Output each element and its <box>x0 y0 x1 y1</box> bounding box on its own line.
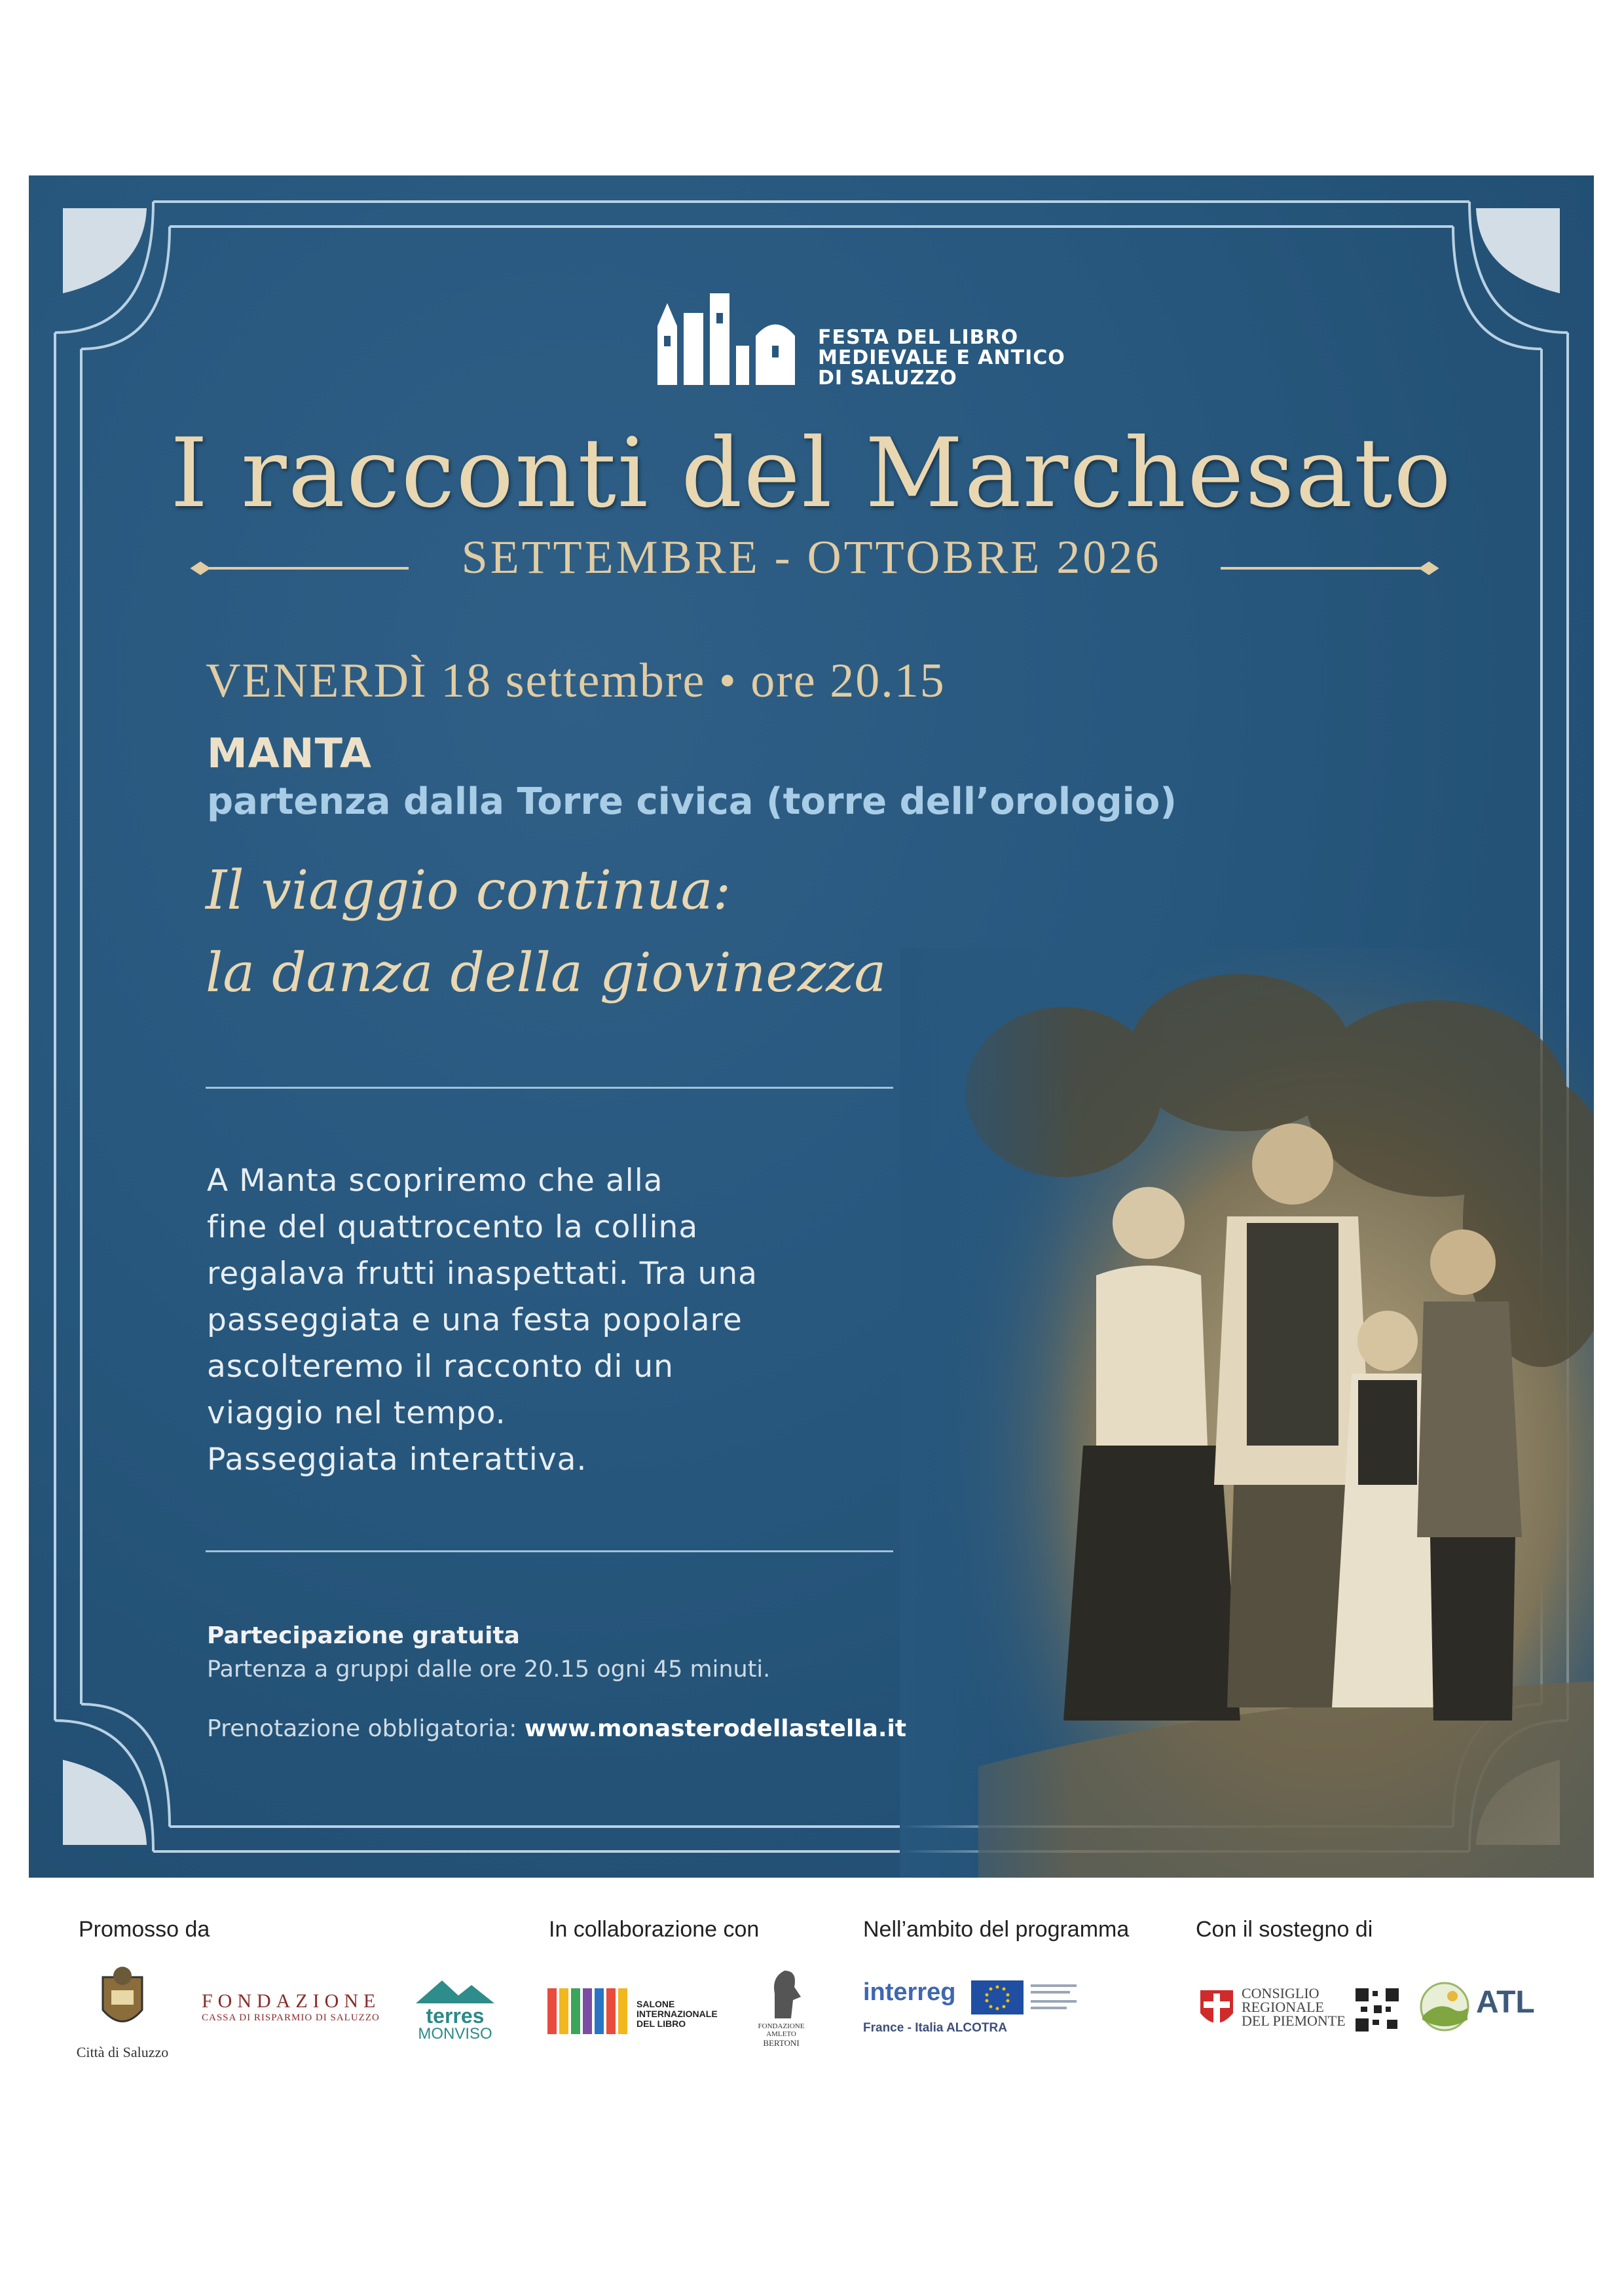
event-poster <box>29 175 1594 1878</box>
logo-line-3: DI SALUZZO <box>818 367 957 390</box>
subtitle-line-1: Il viaggio continua: <box>206 860 731 922</box>
divider-top <box>206 1087 893 1089</box>
city-crest-icon <box>73 1964 172 2036</box>
description-line: viaggio nel tempo. <box>207 1395 506 1431</box>
promoted-by-heading: Promosso da <box>79 1917 210 1942</box>
support-heading: Con il sostegno di <box>1196 1917 1373 1942</box>
mountain-icon <box>413 1977 498 2003</box>
consiglio-text <box>1242 1986 1346 2028</box>
fondazione-sub: CASSA DI RISPARMIO DI SALUZZO <box>202 2013 380 2023</box>
monviso-word: MONVISO <box>418 2025 492 2043</box>
eu-caption-icon <box>1031 1980 1083 2014</box>
event-description <box>207 1157 927 1483</box>
eu-flag-icon <box>971 1980 1024 2014</box>
free-participation: Partecipazione gratuita <box>207 1622 520 1649</box>
bertoni-line-1: FONDAZIONE <box>758 2022 805 2030</box>
fondazione-crs-logo <box>202 1990 380 2024</box>
event-date: VENERDÌ 18 settembre • ore 20.15 <box>206 654 946 708</box>
salone-libro-logo <box>547 1985 737 2044</box>
divider-bottom <box>206 1550 893 1552</box>
event-subtitle <box>206 850 886 1015</box>
horse-head-icon <box>755 1967 807 2020</box>
festival-logo-text <box>818 327 1065 388</box>
logo-line-2: MEDIEVALE E ANTICO <box>818 346 1065 369</box>
terres-word: terres <box>426 2004 485 2028</box>
subtitle-line-2: la danza della giovinezza <box>206 942 887 1004</box>
salone-text <box>637 1999 718 2029</box>
description-line: Passeggiata interattiva. <box>207 1442 587 1478</box>
atl-logo <box>1418 1980 1549 2039</box>
poster-title: I racconti del Marchesato <box>170 418 1453 529</box>
salone-line-1: SALONE <box>637 1999 675 2009</box>
qr-code-icon <box>1354 1987 1400 2033</box>
terres-monviso-logo <box>413 1977 498 2043</box>
bertoni-line-2: AMLETO <box>766 2030 796 2038</box>
interreg-word: interreg <box>863 1978 956 2006</box>
consiglio-line-2: REGIONALE <box>1242 1999 1324 2015</box>
booking-line <box>207 1715 906 1742</box>
booking-label: Prenotazione obbligatoria: <box>207 1715 517 1742</box>
fondazione-name: FONDAZIONE <box>202 1990 381 2012</box>
salone-line-3: DEL LIBRO <box>637 2018 686 2029</box>
group-departures: Partenza a gruppi dalle ore 20.15 ogni 45 minuti. <box>207 1656 771 1683</box>
atl-word: ATL <box>1476 1985 1535 2020</box>
interreg-alcotra-logo <box>863 1978 1099 2035</box>
booking-link[interactable]: www.monasterodellastella.it <box>524 1715 907 1742</box>
interreg-sub: France - Italia ALCOTRA <box>863 2020 1007 2035</box>
salone-stripes-icon <box>547 1985 633 2037</box>
piemonte-shield-icon <box>1197 1987 1236 2033</box>
bertoni-line-3: BERTONI <box>763 2038 800 2048</box>
description-line: passeggiata e una festa popolare <box>207 1302 743 1338</box>
description-line: regalava frutti inaspettati. Tra una <box>207 1256 758 1292</box>
logo-line-1: FESTA DEL LIBRO <box>818 326 1019 349</box>
period-costume-photo <box>900 948 1594 1878</box>
meeting-point: partenza dalla Torre civica (torre dell’orologio) <box>207 780 1177 823</box>
consiglio-line-1: CONSIGLIO <box>1242 1985 1320 2001</box>
description-line: A Manta scopriremo che alla <box>207 1163 663 1199</box>
description-line: fine del quattrocento la collina <box>207 1209 699 1245</box>
event-town: MANTA <box>207 729 373 777</box>
atl-hills-icon <box>1418 1980 1471 2033</box>
season-dates: SETTEMBRE - OTTOBRE 2026 <box>461 531 1162 583</box>
citta-di-saluzzo-logo <box>73 1964 172 2062</box>
collaboration-heading: In collaborazione con <box>549 1917 760 1942</box>
city-name: Città di Saluzzo <box>76 2044 169 2060</box>
salone-line-2: INTERNAZIONALE <box>637 2009 718 2019</box>
description-line: ascolteremo il racconto di un <box>207 1349 674 1385</box>
program-heading: Nell’ambito del programma <box>863 1917 1130 1942</box>
fondazione-bertoni-logo <box>752 1967 811 2049</box>
consiglio-regionale-logo <box>1197 1984 1400 2036</box>
consiglio-line-3: DEL PIEMONTE <box>1242 2013 1346 2029</box>
